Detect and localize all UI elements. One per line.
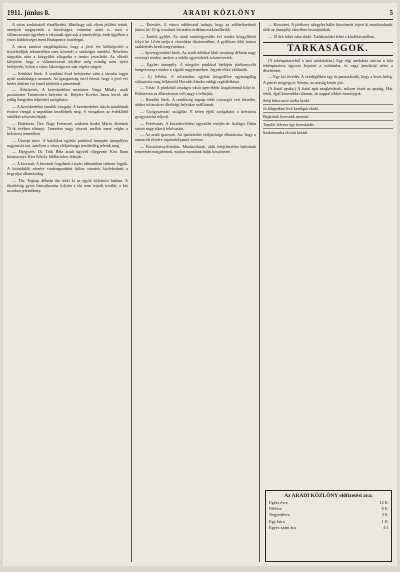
subscription-price: 6 K xyxy=(381,506,388,512)
masthead xyxy=(7,7,393,20)
subscription-box xyxy=(265,490,392,562)
column-2 xyxy=(135,22,256,562)
classified-ad: Jó állapotban levő kerékpár eladó. xyxy=(263,104,393,111)
article-paragraph: — Rendőri hírek. A rendőrség tegnap több csavargót vett őrizetbe, akiket toloncúton illetőségi helyükre szállítanak. xyxy=(135,97,256,108)
article-paragraph: — Tanítói gyűlés. Az aradi tanítóegyesület évi rendes közgyűlését folyó hó 12-én tartja a városháza dísztermében. A gyűlésen több fontos szakkérdés kerül megvitatásra. xyxy=(135,33,256,49)
subscription-label: Egész évre xyxy=(269,500,288,505)
classified-ad: Szép bútorozott szoba kiadó. xyxy=(263,97,311,103)
subscription-label: Félévre xyxy=(269,506,282,512)
article-paragraph: A váras szokásairól elmélkedett. Minthogy sok olyan jelölést tettek, amelyek megnyerték a bizottságot, valamint azért is, mert a villamosvasút ügyében a városnak igen sok a tennivalója, ezek ügyében a város küldöttséget ment Budapestre tisztelegni. xyxy=(7,22,128,43)
article-paragraph: — Eljegyzés. Dr. Tóth Béla aradi ügyvéd eljegyezte Kiss Ilona kisasszonyt, Kiss Károly földbirtokos leányát. xyxy=(7,149,128,160)
article-paragraph: — Egy kis tévedés. A vendéglőben egy úr panaszkodik, hogy a leves hideg. A pincér megjegyzi: Kérem, az uraság későn jött. xyxy=(263,74,393,85)
article-paragraph: — Gyógyszertári szolgálat. E héten éjjeli szolgálatot a belvárosi gyógyszertár teljesít. xyxy=(135,108,256,119)
section-heading: TARKASÁGOK. xyxy=(263,42,393,56)
article-paragraph: — Köszönet. A jótékony nőegylet hálás köszönetét fejezi ki mindazoknak, akik az ünnepély sikeréhez hozzájárultak. xyxy=(263,22,393,33)
page-number: 5 xyxy=(389,9,393,17)
article-paragraph: — 10 drb fehér ruha eladó. Tudakozódni lehet a kiadóhivatalban. xyxy=(268,33,375,39)
article-paragraph: — Tűz. Tegnap délután tűz ütött ki az egyik külvárosi házban. A tűzoltóság gyors beavatkozása folytán a tűz nem terjedt tovább, a kár azonban jelentékeny. xyxy=(7,177,128,193)
article-paragraph: — Az aradi iparosok. Az ipartestület elöljárósága elhatározta, hogy a tanoncok részére rajztanfolyamot szervez. xyxy=(135,132,256,143)
article-paragraph: — A kisvasút. A kisvasút forgalmát a nyári időszakban sűríteni fogják. A kirándulók részére vasárnaponként külön vonatok közlekednek a hegyaljai állomásokig. xyxy=(7,160,128,177)
classified-ad: Bejárónőt keresnek azonnal. xyxy=(263,112,393,119)
subscription-label: Egy hóra xyxy=(269,518,285,524)
column-divider xyxy=(259,22,260,562)
subscription-price: 4 f xyxy=(383,524,388,530)
article-paragraph: — Egyleti ünnepély. A nőegylet pünkösd hétfőjén jótékonycélú hangversenyt rendez a vigadó nagytermében. Jegyek előre válthatók. xyxy=(135,62,256,73)
article-paragraph: — Színházi hírek. A színházi évad befejezése után a társulat tagjai nyári szabadságra mennek. Az igazgatóság arról értesít, hogy a jövő évi bérlet aláírási íve ismét kitétetik a pénztárnál. xyxy=(7,70,128,86)
classified-ad: Szabómunka olcsón készül. xyxy=(263,128,393,135)
newspaper-title: ARADI KÖZLÖNY xyxy=(182,9,257,17)
newspaper-page xyxy=(3,3,397,566)
subscription-price: 1 K xyxy=(381,518,388,524)
article-paragraph: — Sportegyesületi hírek. Az aradi atlétikai klub vasárnap délután nagy versenyt rendez, melyre a vidéki egyesületek is beneveztek. xyxy=(135,50,256,61)
article-paragraph: A város tanácsa megállapította, hogy a jövő évi költségvetés a tiszteletdíjak tekintetében nem követeli a szükséges emelést. Részletes tárgyalás után a közgyűlés elfogadta a tanács javaslatát. Az előadó kifejtette, hogy a villamosvasút kérdése még mindig nem nyert befejezést, holott a város lakossága ezt már régóta sürgeti. xyxy=(7,43,128,69)
column-3 xyxy=(263,22,393,562)
article-paragraph: (A fiatal apuka.) A fiatal apát megkérdezik, milyen érzés az apaság. Hát, feleli, éjjel kevesebbet alszom, de nappal többet mosolygok. xyxy=(263,86,393,97)
subscription-title: Az ARADI KÖZLÖNY előfizetési ára: xyxy=(284,493,373,499)
article-paragraph: — Halálozás. Özv. Nagy Ferencné, született Szabó Mária, életének 72-ik évében elhunyt. Temetése nagy részvét mellett ment végbe a belvárosi temetőben. xyxy=(7,120,128,136)
article-paragraph: — Áthelyezés. A kereskedelmi miniszter Varga Mihály aradi postatisztet Temesvárra helyezte át. Helyére Kovács János kerül, aki eddig Szegeden teljesített szolgálatot. xyxy=(7,87,128,103)
subscription-price: 12 K xyxy=(379,500,388,505)
subscription-label: Egyes szám ára xyxy=(269,524,296,530)
issue-date: 1911. június 8. xyxy=(7,9,50,17)
article-paragraph: (A tehénpásztorból a mai színházban.) Egy régi anekdota szerint a falu tehénpásztora egyszer bejutott a színházba, és nagy ámulattal nézte a díszleteket. xyxy=(263,57,393,73)
classified-ad: Tanulót felvesz egy kereskedés. xyxy=(263,120,393,127)
article-paragraph: — Értesítés. A városi adóhivatal tudatja, hogy az adóbefizetések június hó 15-ig a szokott hivatalos órákban eszközölhetők. xyxy=(135,22,256,33)
article-paragraph: — A kereskedelmi tanulók vizsgája. A kereskedelmi iskola tanulóinak évzáró vizsgái a napokban kezdődnek meg. A vizsgákon az érdeklődő szülőket szívesen látják. xyxy=(7,104,128,120)
column-1 xyxy=(7,22,128,562)
column-divider xyxy=(131,22,132,562)
article-paragraph: — Uj lelkész. A református egyház közgyűlése egyhangúlag választotta meg lelkészéül Horváth Sándor eddigi segédlelkészt. xyxy=(135,73,256,84)
subscription-price: 3 K xyxy=(381,512,388,518)
article-paragraph: — Felolvasás. A közművelődési egyesület estéjén dr. Szilágyi Ödön tartott nagy sikerű felolvasást. xyxy=(135,120,256,131)
subscription-row xyxy=(269,525,388,531)
article-paragraph: — Köszönetnyilvánítás. Mindazoknak, akik felejthetetlen halottunk temetésén megjelentek, ezúton mondunk hálás köszönetet. xyxy=(135,143,256,154)
subscription-label: Negyedévre xyxy=(269,512,290,518)
article-paragraph: — Vásár. A pünkösdi országos vásár igen élénk forgalommal folyt le. Különösen az állatvásáron volt nagy a felhajtás. xyxy=(135,85,256,96)
article-paragraph: — Ünnepi mise. A katolikus egyház pünkösd ünnepén ünnepélyes nagymisét tart, amelyen a város elöljárósága testületileg jelenik meg. xyxy=(7,137,128,148)
